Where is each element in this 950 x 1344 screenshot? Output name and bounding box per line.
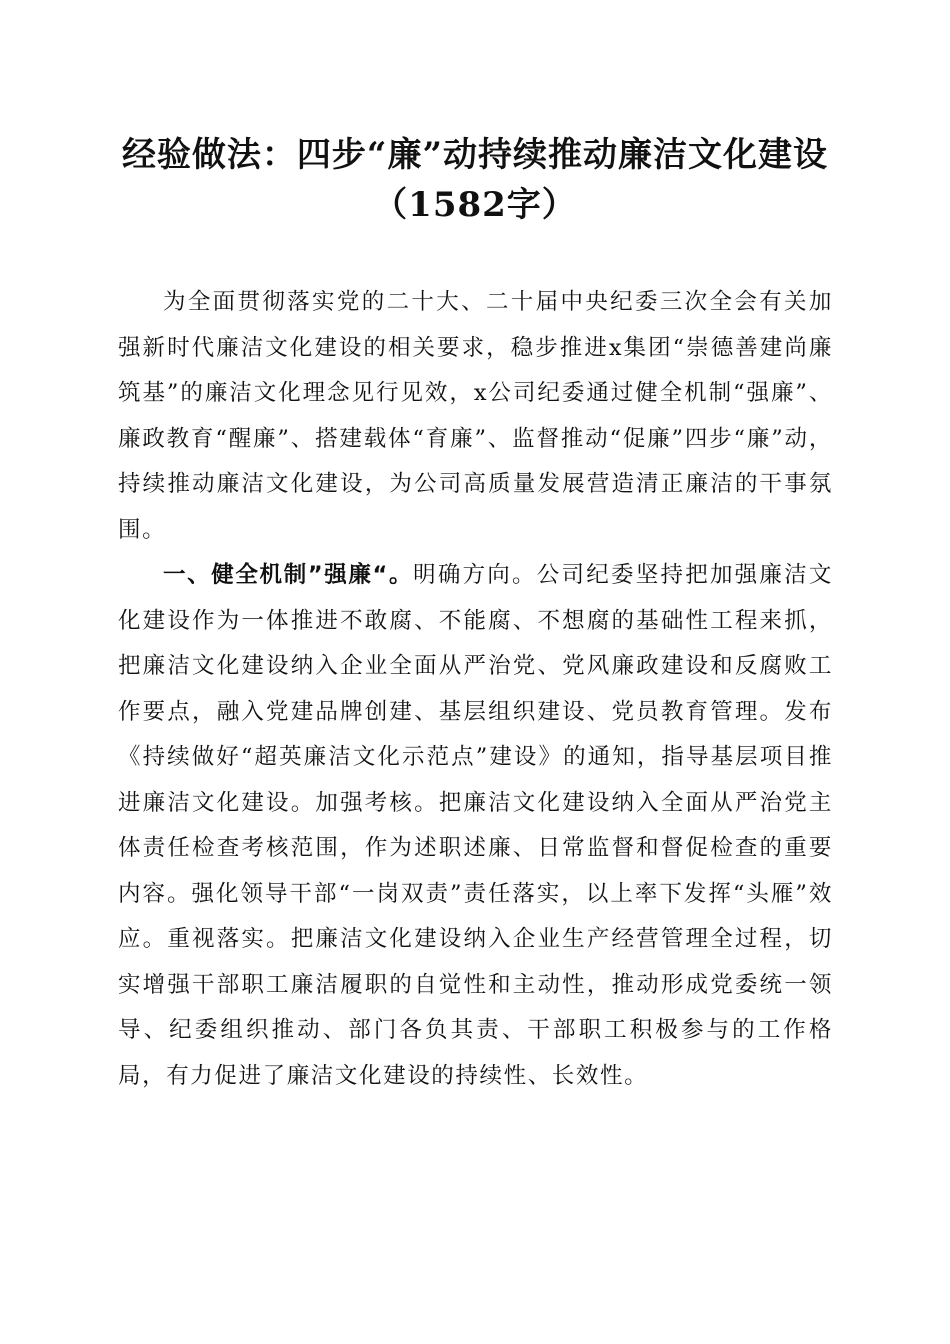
paragraph-section-1	[118, 553, 833, 1099]
section-1-heading: 一、健全机制”强廉“。	[163, 562, 414, 588]
document-title: 经验做法：四步“廉”动持续推动廉洁文化建设（1582字）	[121, 135, 829, 225]
section-1-text: 明确方向。公司纪委坚持把加强廉洁文化建设作为一体推进不敢腐、不能腐、不想腐的基础性工程来抓，把廉洁文化建设纳入企业全面从严治党、党风廉政建设和反腐败工作要点，融入党建品牌创建、基层组织建设、党员教育管理。发布《持续做好“超英廉洁文化示范点”建设》的通知，指导基层项目推进廉洁文化建设。加强考核。把廉洁文化建设纳入全面从严治党主体责任检查考核范围，作为述职述廉、日常监督和督促检查的重要内容。强化领导干部“一岗双责”责任落实，以上率下发挥“头雁”效应。重视落实。把廉洁文化建设纳入企业生产经营管理全过程，切实增强干部职工廉洁履职的自觉性和主动性，推动形成党委统一领导、纪委组织推动、部门各负其责、干部职工积极参与的工作格局，有力促进了廉洁文化建设的持续性、长效性。	[118, 562, 833, 1089]
paragraph-intro	[118, 280, 833, 553]
paragraph-intro-text: 为全面贯彻落实党的二十大、二十届中央纪委三次全会有关加强新时代廉洁文化建设的相关要求，稳步推进x集团“崇德善建尚廉筑基”的廉洁文化理念见行见效，x公司纪委通过健全机制“强廉”、廉政教育“醒廉”、搭建载体“育廉”、监督推动“促廉”四步“廉”动，持续推动廉洁文化建设，为公司高质量发展营造清正廉洁的干事氛围。	[118, 289, 833, 543]
document-body	[118, 280, 833, 1099]
